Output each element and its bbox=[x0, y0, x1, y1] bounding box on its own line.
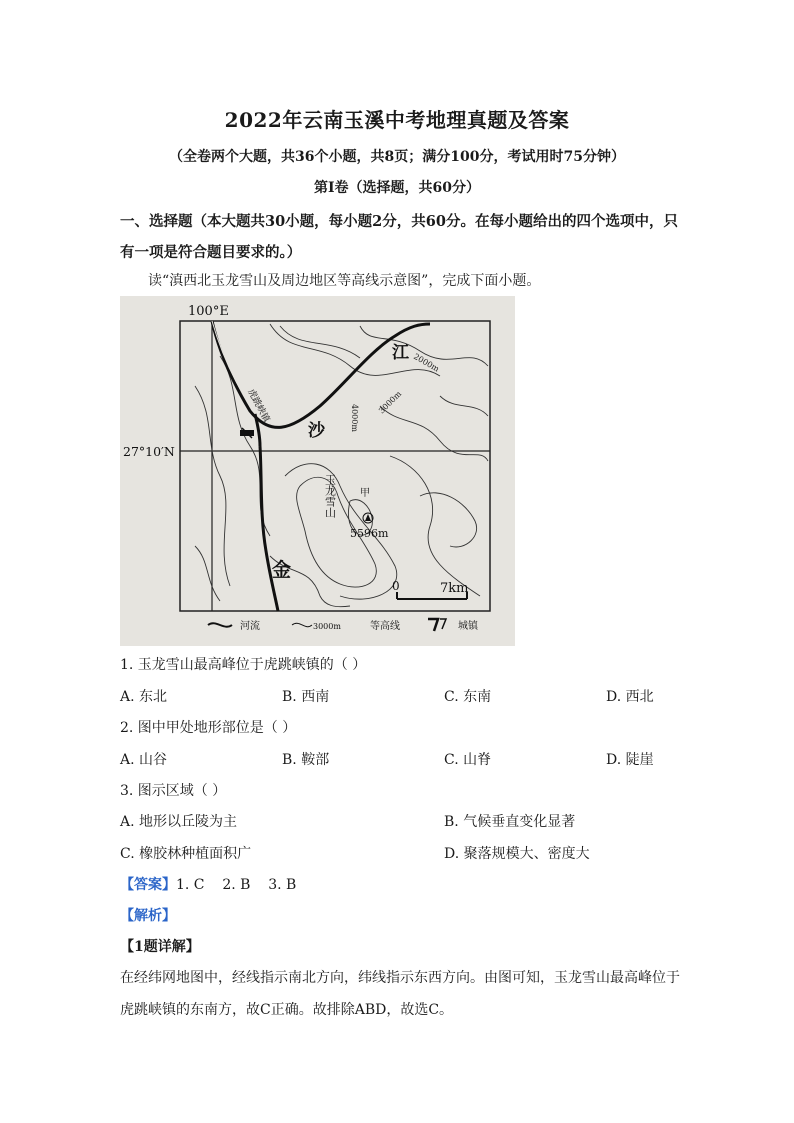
river-char-jin: 金 bbox=[272, 559, 292, 581]
question-3-option-a: A. 地形以丘陵为主 bbox=[120, 814, 238, 830]
longitude-label: 100°E bbox=[188, 304, 229, 319]
legend-town-label: 城镇 bbox=[458, 621, 478, 632]
question-intro: 读“滇西北玉龙雪山及周边地区等高线示意图”，完成下面小题。 bbox=[148, 273, 541, 289]
contour-map-figure bbox=[120, 296, 515, 646]
contour-label-2000: 2000m bbox=[412, 351, 441, 374]
sub-analysis-tag: 【1题详解】 bbox=[120, 939, 200, 955]
legend-contour-label: 等高线 bbox=[370, 621, 400, 632]
latitude-label: 27°10′N bbox=[123, 444, 175, 459]
contour-label-3000: 3000m bbox=[377, 389, 404, 416]
answer-line bbox=[120, 874, 296, 894]
question-3-stem: 3. 图示区域（ ） bbox=[120, 783, 227, 799]
answer-text: 1. C 2. B 3. B bbox=[176, 877, 297, 893]
legend-river-label: 河流 bbox=[240, 621, 260, 632]
question-3-option-d: D. 聚落规模大、密度大 bbox=[444, 846, 590, 862]
question-3-option-c: C. 橡胶林种植面积广 bbox=[120, 846, 252, 862]
river-char-jiang: 江 bbox=[392, 343, 409, 363]
jia-label: 甲 bbox=[360, 488, 370, 499]
section-heading: 一、选择题（本大题共30小题，每小题2分，共60分。在每小题给出的四个选项中，只有一项是符合题目要求的。） bbox=[120, 213, 678, 261]
question-1-option-d: D. 西北 bbox=[606, 689, 654, 705]
analysis-line bbox=[120, 905, 176, 925]
question-2-option-a: A. 山谷 bbox=[120, 752, 168, 768]
contour-label-4000: 4000m bbox=[350, 404, 359, 432]
page-title: 2022年云南玉溪中考地理真题及答案 bbox=[224, 108, 570, 132]
question-2-stem: 2. 图中甲处地形部位是（ ） bbox=[120, 720, 297, 736]
contour-map bbox=[120, 296, 515, 646]
river-char-sha: 沙 bbox=[308, 421, 325, 441]
analysis-tag: 【解析】 bbox=[120, 908, 176, 924]
answer-tag: 【答案】 bbox=[120, 877, 176, 893]
question-1-option-a: A. 东北 bbox=[120, 689, 168, 705]
question-1-option-c: C. 东南 bbox=[444, 689, 492, 705]
analysis-paragraph: 在经纬网地图中，经线指示南北方向，纬线指示东西方向。由图可知，玉龙雪山最高峰位于虎跳峡镇的东南方，故C正确。故排除ABD，故选C。 bbox=[120, 970, 680, 1018]
sub-analysis-line bbox=[120, 936, 200, 956]
question-3-option-b: B. 气候垂直变化显著 bbox=[444, 814, 576, 830]
town-label: 虎跳峡镇 bbox=[245, 387, 272, 425]
peak-label: 5596m bbox=[350, 527, 389, 540]
question-2-option-d: D. 陡崖 bbox=[606, 752, 654, 768]
exam-info: （全卷两个大题，共36个小题，共8页；满分100分，考试用时75分钟） bbox=[169, 149, 625, 165]
scale-start-label: 0 bbox=[392, 579, 400, 593]
scale-end-label: 7km bbox=[440, 581, 469, 596]
question-2-option-c: C. 山脊 bbox=[444, 752, 492, 768]
legend-contour-sample: 3000m bbox=[313, 622, 341, 631]
question-1-stem: 1. 玉龙雪山最高峰位于虎跳峡镇的（ ） bbox=[120, 657, 367, 673]
question-2-option-b: B. 鞍部 bbox=[282, 752, 330, 768]
mountain-label: 玉龙雪山 bbox=[323, 474, 337, 518]
question-1-option-b: B. 西南 bbox=[282, 689, 330, 705]
volume-heading: 第Ⅰ卷（选择题，共60分） bbox=[313, 180, 481, 196]
